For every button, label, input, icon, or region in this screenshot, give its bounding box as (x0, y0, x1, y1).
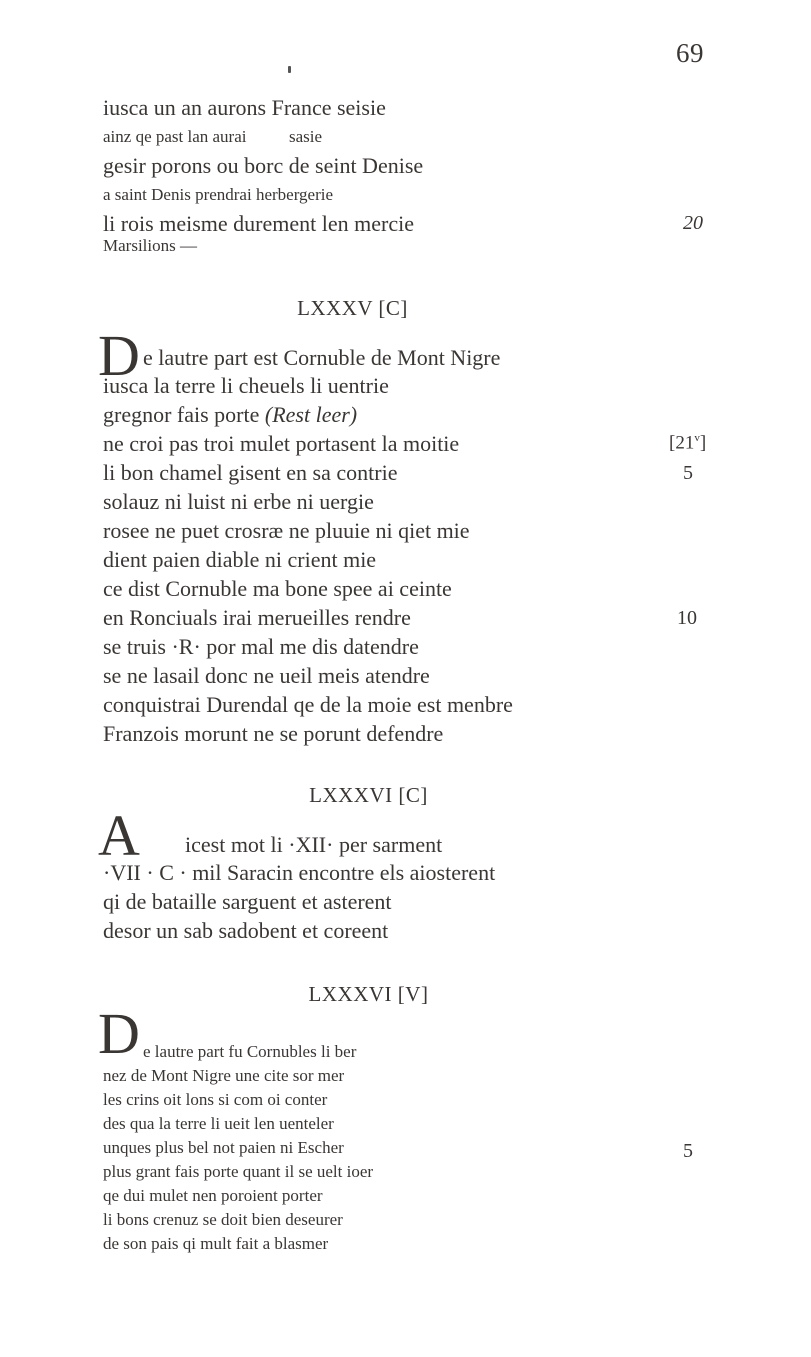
verse-line: en Ronciuals irai merueilles rendre (103, 605, 411, 630)
verse-line: solauz ni luist ni erbe ni uergie (103, 489, 374, 514)
verse-line: unques plus bel not paien ni Escher (103, 1138, 344, 1157)
verse-line: ce dist Cornuble ma bone spee ai ceinte (103, 576, 452, 601)
line-number: 5 (683, 1140, 693, 1162)
verse-line: des qua la terre li ueit len uenteler (103, 1114, 334, 1133)
folio-side: v (694, 432, 700, 444)
folio-open: [21 (669, 432, 695, 454)
verse-line: icest mot li ·XII· per sarment (185, 832, 443, 857)
verse-line (103, 402, 357, 428)
verse-line: qe dui mulet nen poroient porter (103, 1186, 323, 1205)
verse-line: gesir porons ou borc de seint Denise (103, 153, 424, 178)
verse-line: ne croi pas troi mulet portasent la moitie (103, 431, 460, 456)
verse-line: li bons crenuz se doit bien deseurer (103, 1210, 343, 1229)
verse-line: rosee ne puet crosræ ne pluuie ni qiet mie (103, 518, 470, 543)
verse-line: plus grant fais porte quant il se uelt ioer (103, 1162, 374, 1181)
line-number: 20 (683, 212, 703, 234)
verse-line: les crins oit lons si com oi conter (103, 1090, 328, 1109)
verse-line: ainz qe past lan aurai sasie (103, 127, 323, 146)
verse-line: se ne lasail donc ne ueil meis atendre (103, 663, 430, 688)
drop-initial: D (98, 323, 140, 388)
verse-line: qi de bataille sarguent et asterent (103, 889, 392, 914)
verse-line: a saint Denis prendrai herbergerie (103, 185, 334, 204)
verse-line: iusca la terre li cheuels li uentrie (103, 373, 389, 398)
folio-close: ] (699, 432, 707, 454)
verse-line: nez de Mont Nigre une cite sor mer (103, 1066, 345, 1085)
verse-line: Franzois morunt ne se porunt defendre (103, 721, 444, 746)
verse-line: e lautre part est Cornuble de Mont Nigre (143, 345, 501, 370)
line-number: 10 (677, 607, 697, 629)
page-number: 69 (676, 38, 704, 68)
stage-direction: (Rest leer) (264, 402, 358, 427)
verse-line: e lautre part fu Cornubles li ber (143, 1042, 357, 1061)
laisse-heading: LXXXV [C] (297, 296, 408, 320)
verse-line: conquistrai Durendal qe de la moie est menbre (103, 692, 513, 717)
verse-line: Marsilions — (103, 236, 197, 255)
verse-line: li bon chamel gisent en sa contrie (103, 460, 398, 485)
verse-line: dient paien diable ni crient mie (103, 547, 377, 572)
drop-initial: A (98, 803, 140, 868)
line-number: 5 (683, 462, 693, 484)
laisse-heading: LXXXVI [V] (308, 982, 429, 1006)
drop-initial: D (98, 1001, 140, 1066)
verse-line: ·VII · C · mil Saracin encontre els aiosterent (103, 860, 496, 885)
verse-line: se truis ·R· por mal me dis datendre (103, 634, 419, 659)
verse-line: iusca un an aurons France seisie (103, 95, 386, 120)
verse-line: de son pais qi mult fait a blasmer (103, 1234, 329, 1253)
verse-text: gregnor fais porte (103, 402, 260, 427)
folio-reference (669, 432, 706, 454)
laisse-heading: LXXXVI [C] (309, 783, 428, 807)
verse-line: li rois meisme durement len mercie (103, 211, 414, 236)
verse-line: desor un sab sadobent et coreent (103, 918, 389, 943)
ink-mark (288, 66, 291, 73)
